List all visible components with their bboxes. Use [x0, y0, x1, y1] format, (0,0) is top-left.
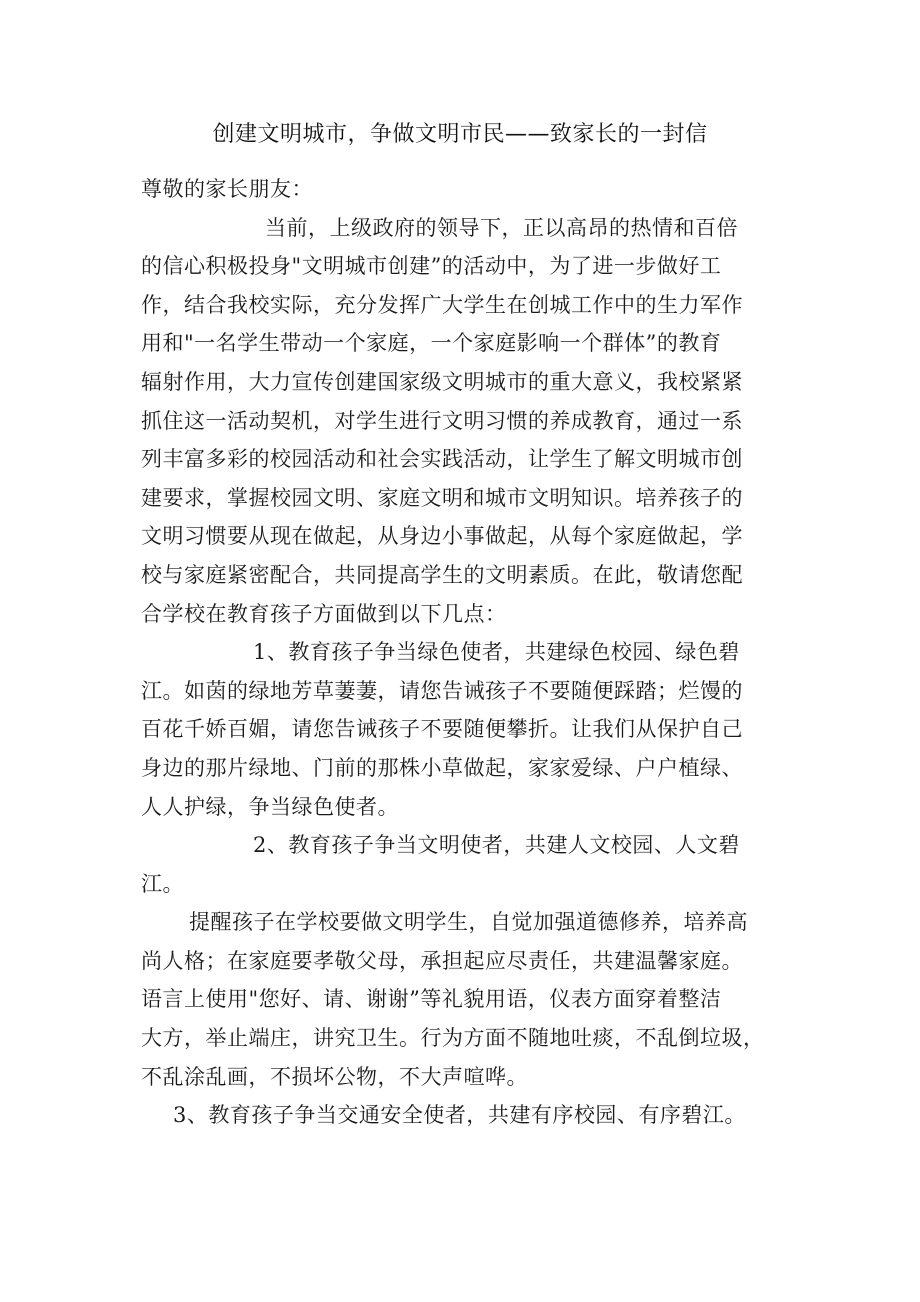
paragraph-line: 的信心积极投身"文明城市创建”的活动中，为了进一步做好工 — [141, 254, 722, 279]
paragraph-line: 辐射作用，大力宣传创建国家级文明城市的重大意义，我校紧紧 — [141, 369, 743, 394]
paragraph-line: 建要求，掌握校园文明、家庭文明和城市文明知识。培养孩子的 — [141, 485, 743, 510]
paragraph-line: 当前，上级政府的领导下，正以高昂的热情和百倍 — [265, 215, 738, 240]
paragraph-line: 合学校在教育孩子方面做到以下几点： — [141, 601, 507, 626]
paragraph-line: 人人护绿，争当绿色使者。 — [141, 794, 399, 819]
letter-body — [141, 170, 796, 1135]
paragraph-line: 提醒孩子在学校要做文明学生，自觉加强道德修养，培养高 — [189, 910, 748, 935]
paragraph-line: 大方，举止端庄，讲究卫生。行为方面不随地吐痰，不乱倒垃圾， — [141, 1026, 765, 1051]
list-item-2-line: 2、教育孩子争当文明使者，共建人文校园、人文碧 — [253, 833, 740, 858]
paragraph-line: 江。 — [141, 871, 184, 896]
paragraph-line: 抓住这一活动契机，对学生进行文明习惯的养成教育，通过一系 — [141, 408, 743, 433]
paragraph-line: 作，结合我校实际，充分发挥广大学生在创城工作中的生力军作 — [141, 292, 743, 317]
paragraph-line: 语言上使用"您好、请、谢谢”等礼貌用语，仪表方面穿着整洁 — [141, 987, 722, 1012]
salutation: 尊敬的家长朋友： — [141, 177, 313, 201]
document-title: 创建文明城市，争做文明市民——致家长的一封信 — [212, 122, 708, 147]
paragraph-line: 用和"一名学生带动一个家庭，一个家庭影响一个群体”的教育 — [141, 331, 722, 356]
paragraph-line: 校与家庭紧密配合，共同提高学生的文明素质。在此，敬请您配 — [141, 562, 743, 587]
paragraph-line: 列丰富多彩的校园活动和社会实践活动，让学生了解文明城市创 — [141, 447, 743, 472]
paragraph-line: 不乱涂乱画，不损坏公物，不大声喧哗。 — [141, 1064, 528, 1089]
paragraph-line: 百花千娇百媚，请您告诫孩子不要随便攀折。让我们从保护自己 — [141, 717, 743, 742]
list-item-1-line: 1、教育孩子争当绿色使者，共建绿色校园、绿色碧 — [253, 640, 740, 665]
paragraph-line: 身边的那片绿地、门前的那株小草做起，家家爱绿、户户植绿、 — [141, 755, 743, 780]
paragraph-line: 文明习惯要从现在做起，从身边小事做起，从每个家庭做起，学 — [141, 524, 743, 549]
paragraph-line: 江。如茵的绿地芳草萋萋，请您告诫孩子不要随便踩踏；烂馒的 — [141, 678, 743, 703]
paragraph-line: 尚人格；在家庭要孝敬父母，承担起应尽责任，共建温馨家庭。 — [141, 948, 743, 973]
list-item-3-line: 3、教育孩子争当交通安全使者，共建有序校园、有序碧江。 — [173, 1103, 746, 1128]
